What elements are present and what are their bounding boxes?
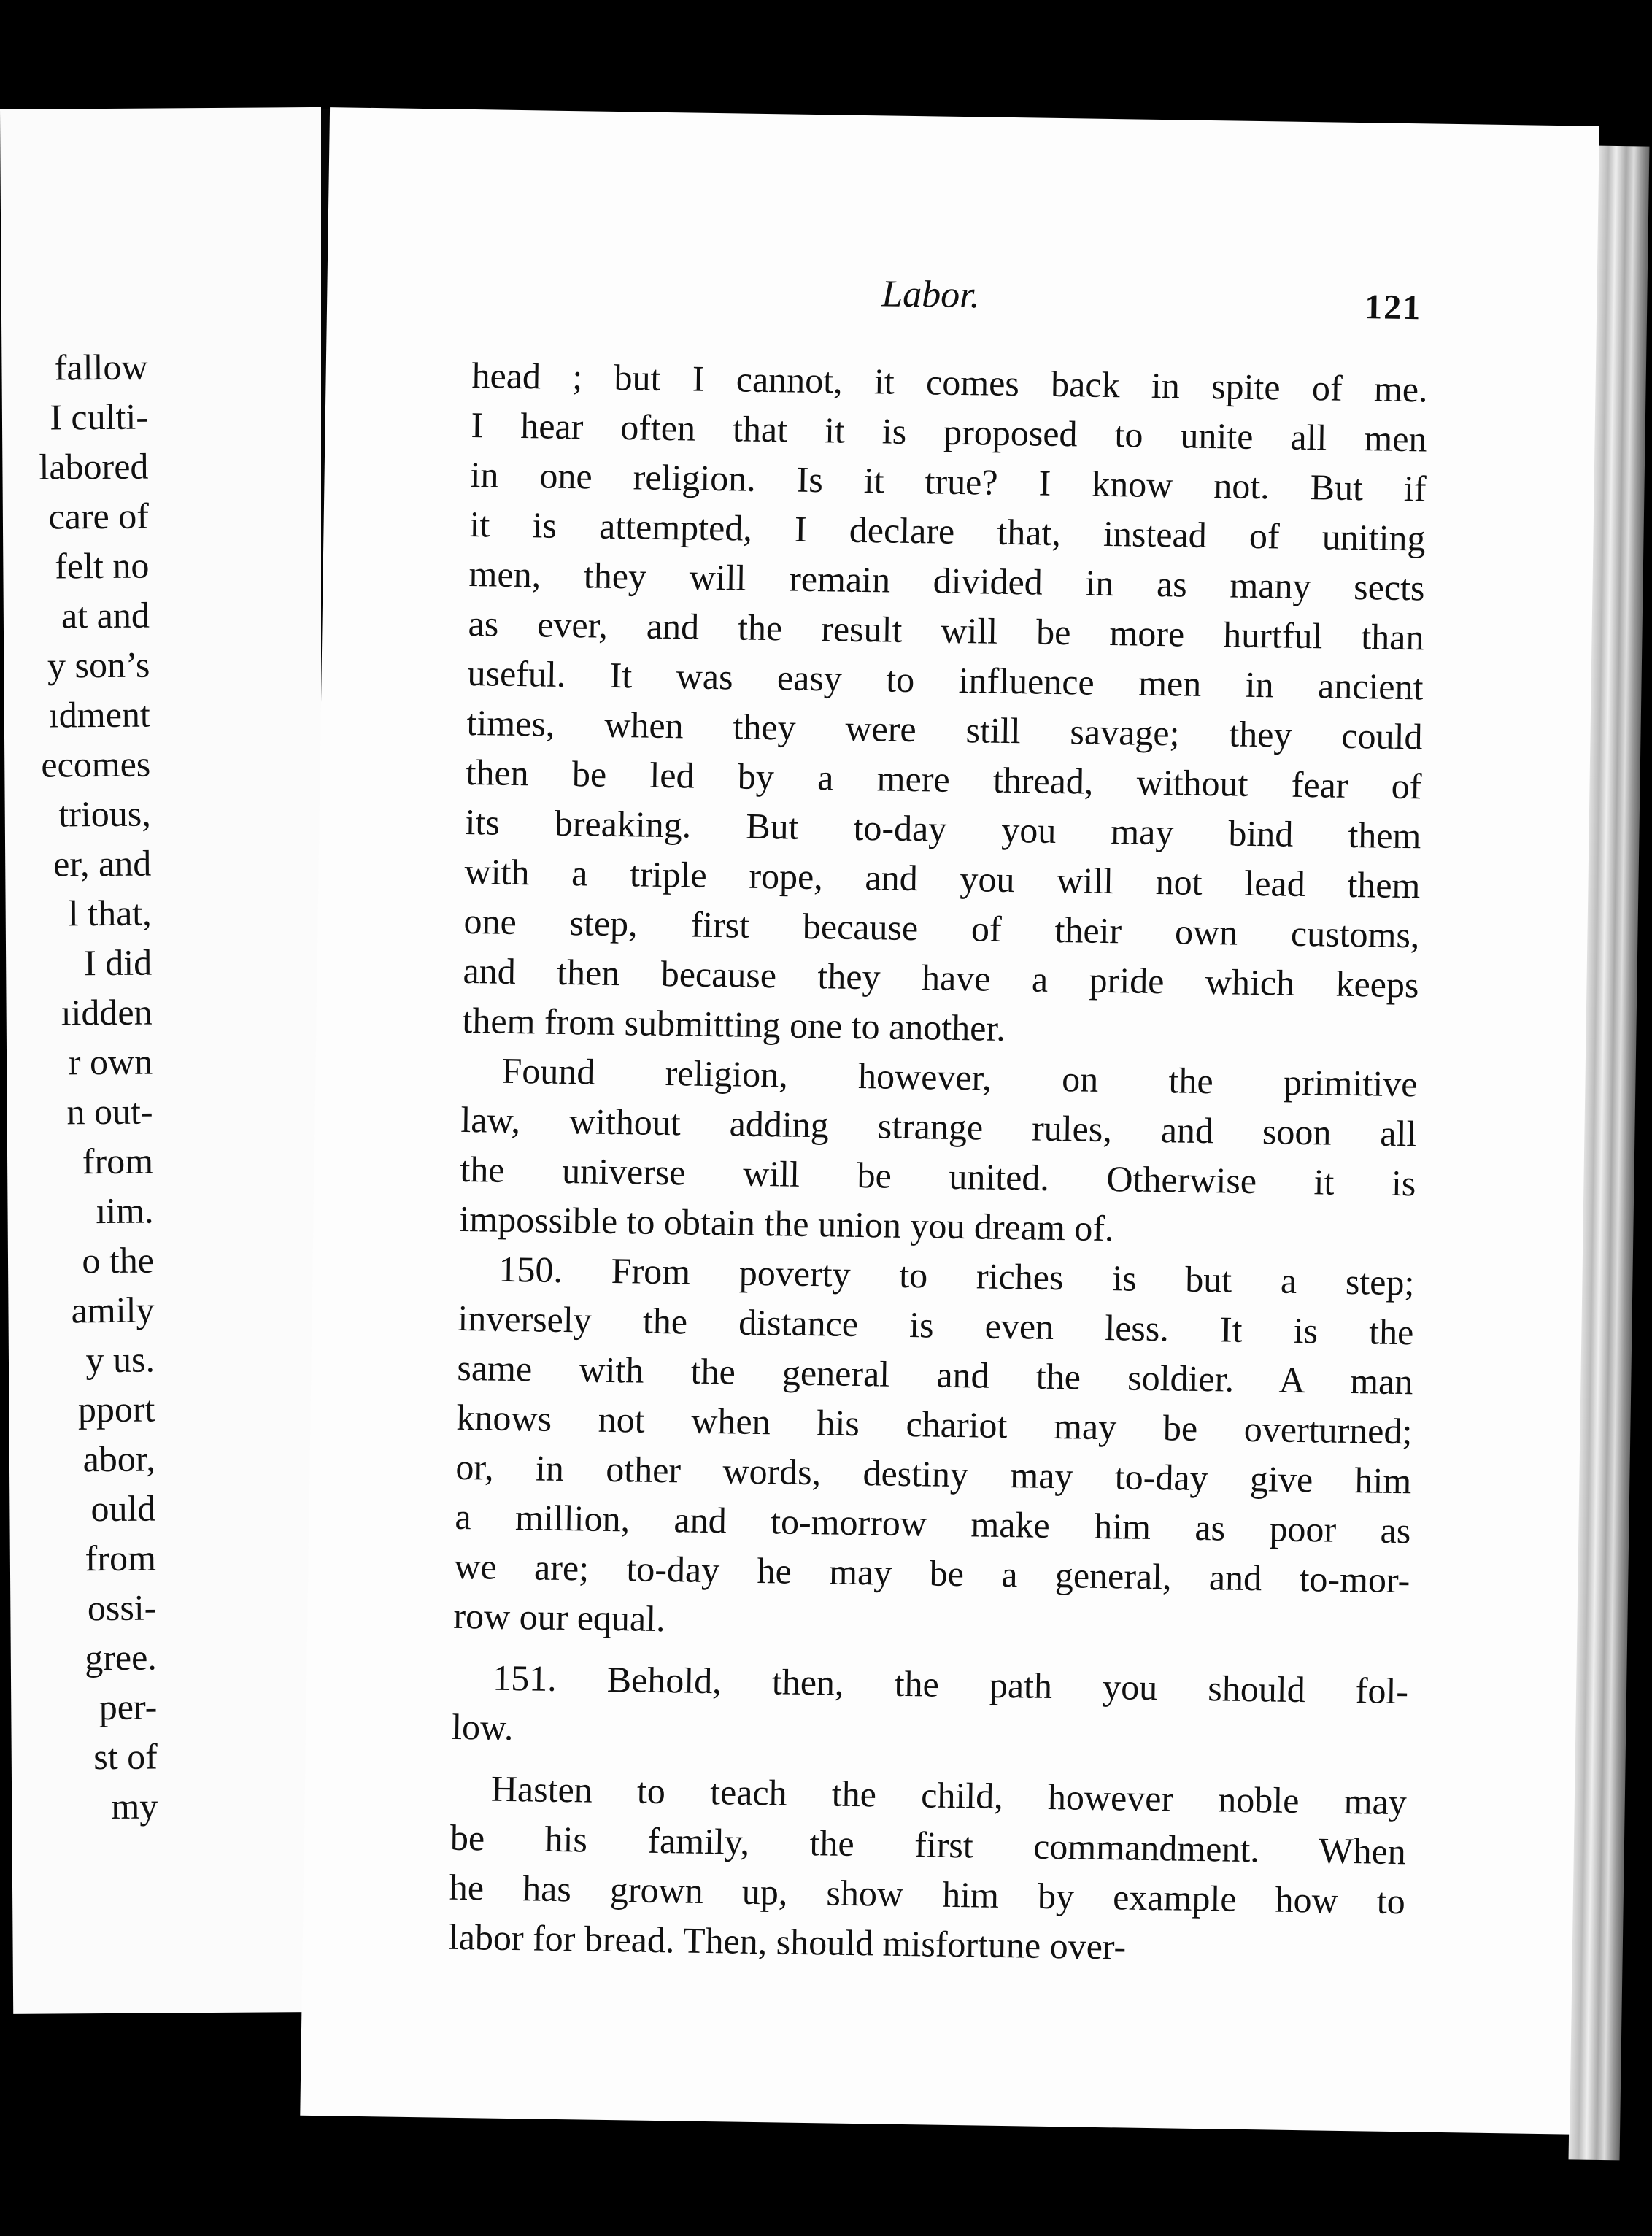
left-page-line: ould — [90, 1487, 156, 1530]
left-page-line: at and — [61, 594, 150, 636]
page-number: 121 — [1364, 288, 1422, 328]
text-line: them from submitting one to another. — [462, 999, 1006, 1049]
text-line: a million, and to-morrow make him as poor as — [455, 1495, 1411, 1551]
text-line: useful. It was easy to influence men in ancient — [467, 652, 1424, 708]
left-page-line: from — [85, 1537, 157, 1579]
text-line: as ever, and the result will be more hurtful than — [468, 602, 1424, 658]
left-page-line: abor, — [82, 1438, 156, 1480]
page-header — [327, 264, 1597, 334]
left-page-line: trious, — [58, 793, 151, 835]
text-line: be his family, the first commandment. When — [449, 1816, 1407, 1873]
left-page-line: l that, — [68, 892, 152, 934]
left-page-line: st of — [93, 1735, 158, 1778]
left-page-line: per- — [99, 1686, 158, 1728]
left-page-line: fallow — [54, 346, 148, 388]
left-page-line: ıdment — [48, 693, 150, 736]
text-line: with a triple rope, and you will not lead them — [464, 850, 1421, 906]
paragraph — [453, 1244, 1415, 1654]
left-page-line: ossi- — [87, 1587, 157, 1629]
text-line: and then because they have a pride which keeps — [463, 949, 1419, 1006]
text-line: men, they will remain divided in as many sects — [468, 552, 1425, 609]
left-page-line: gree. — [85, 1636, 158, 1678]
paragraph — [459, 1045, 1418, 1257]
text-line: knows not when his chariot may be overturned; — [456, 1396, 1413, 1452]
running-head: Labor. — [881, 273, 981, 317]
left-page-line: ecomes — [41, 743, 151, 785]
text-line: inversely the distance is even less. It is the — [458, 1297, 1414, 1353]
text-line: low. — [451, 1705, 514, 1749]
left-page-line: I culti- — [50, 396, 149, 438]
text-line: same with the general and the soldier. A man — [457, 1346, 1413, 1403]
left-page-line: o the — [82, 1239, 155, 1281]
text-line: labor for bread. Then, should misfortune over- — [448, 1916, 1127, 1967]
left-page-line: r own — [68, 1041, 153, 1083]
text-line: we are; to-day he may be a general, and to-mor- — [454, 1545, 1410, 1601]
text-line: its breaking. But to-day you may bind them — [465, 801, 1421, 857]
left-page-line: y son’s — [47, 644, 150, 686]
left-page-line: felt no — [55, 544, 150, 587]
left-page-line: n out- — [66, 1090, 153, 1133]
text-line: 151. Behold, then, the path you should fol- — [492, 1657, 1409, 1712]
text-line: Found religion, however, on the primitive — [501, 1049, 1418, 1105]
left-page-line: I did — [83, 941, 153, 984]
text-line: one step, first because of their own customs, — [463, 900, 1420, 956]
text-line: he has grown up, show him by example how to — [449, 1866, 1406, 1922]
body-text — [448, 350, 1428, 1975]
right-page — [300, 107, 1599, 2135]
text-line: in one religion. Is it true? I know not. But if — [470, 454, 1427, 509]
left-page-line: pport — [77, 1388, 155, 1430]
paragraph — [462, 350, 1428, 1059]
left-page-line: my — [111, 1785, 158, 1827]
text-line: impossible to obtain the union you dream of. — [459, 1198, 1114, 1249]
text-line: times, when they were still savage; they could — [466, 701, 1423, 757]
left-page-line: amily — [71, 1289, 155, 1331]
text-line: then be led by a mere thread, without fear of — [466, 751, 1422, 807]
left-page-line: ıim. — [96, 1190, 154, 1232]
left-page — [0, 107, 334, 2014]
left-page-line: er, and — [53, 842, 152, 884]
left-page-line: care of — [48, 495, 150, 537]
text-line: 150. From poverty to riches is but a step; — [498, 1248, 1415, 1303]
text-line: head ; but I cannot, it comes back in spite of me. — [471, 355, 1428, 410]
paragraph — [452, 1652, 1409, 1765]
text-line: row our equal. — [453, 1595, 666, 1640]
left-page-line: y us. — [85, 1338, 155, 1381]
text-line: or, in other words, destiny may to-day give him — [455, 1446, 1412, 1502]
paragraph — [448, 1763, 1407, 1975]
text-line: I hear often that it is proposed to unite all men — [471, 404, 1427, 460]
text-line: it is attempted, I declare that, instead of uniting — [469, 504, 1426, 559]
left-page-line: labored — [39, 445, 149, 487]
text-line: the universe will be united. Otherwise it is — [460, 1148, 1416, 1204]
text-line: Hasten to teach the child, however noble may — [490, 1767, 1408, 1823]
left-page-line: from — [82, 1140, 154, 1182]
text-line: law, without adding strange rules, and soon all — [460, 1098, 1417, 1154]
left-page-text — [38, 342, 158, 1832]
left-page-line: ıidden — [61, 991, 153, 1033]
